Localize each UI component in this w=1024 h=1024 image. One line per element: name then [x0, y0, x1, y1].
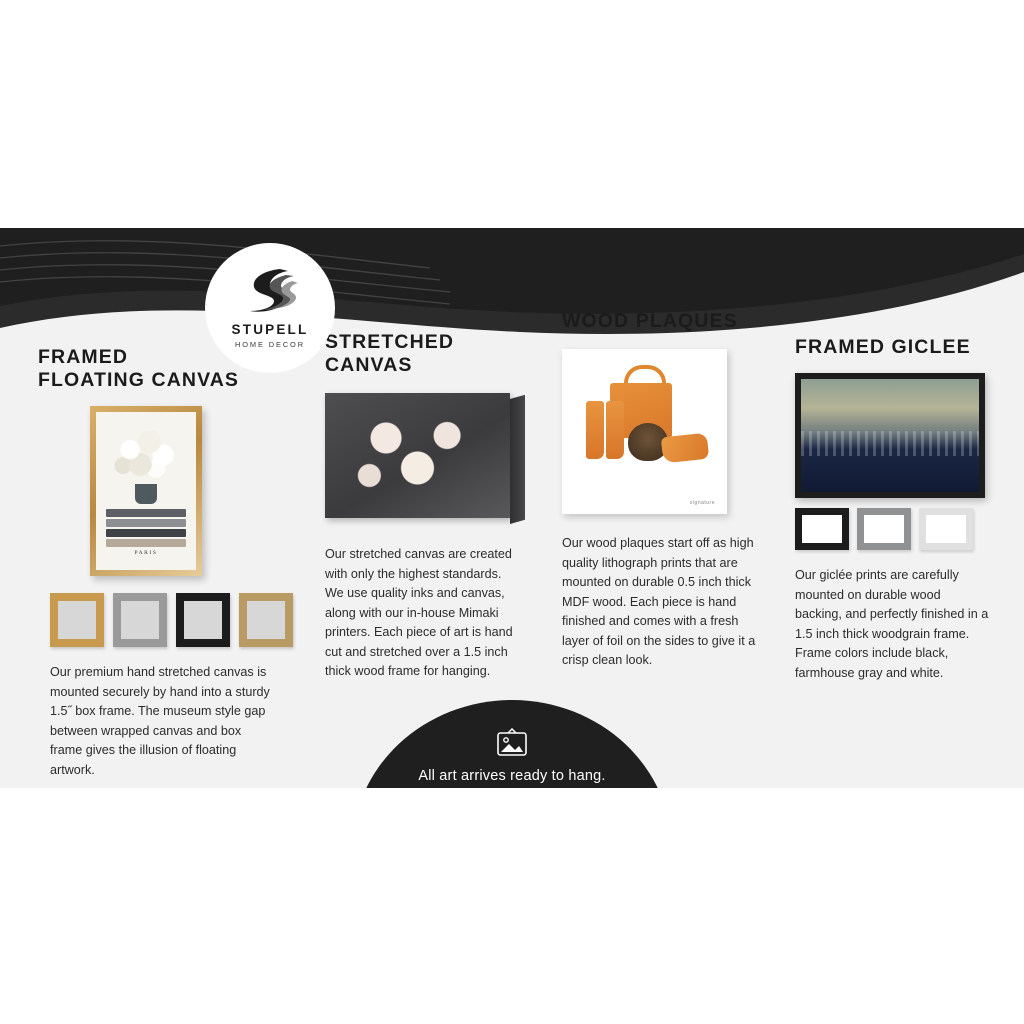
title-line-1: WOOD PLAQUES — [562, 310, 738, 332]
scarf-graphic — [661, 433, 709, 464]
wood-plaque-artwork — [562, 349, 727, 514]
column-body-framed-floating-canvas: Our premium hand stretched canvas is mounted securely by hand into a sturdy 1.5˝ box frame. The museum style gap between wrapped canvas and box frame gives the illusion of floating artwork. — [50, 665, 270, 777]
title-line-1: FRAMED — [38, 346, 129, 368]
artwork-caption: PARIS — [134, 550, 158, 556]
floral-canvas-image — [325, 393, 510, 518]
title-line-1: FRAMED GICLEE — [795, 336, 971, 358]
column-title-framed-giclee — [795, 336, 995, 359]
product-info-banner — [0, 228, 1024, 788]
frame-color-swatches-floating — [50, 593, 293, 647]
ready-to-hang-text: All art arrives ready to hang. — [418, 768, 606, 784]
vase-graphic — [135, 484, 157, 504]
title-line-2: FLOATING CANVAS — [38, 369, 240, 391]
book-1 — [106, 509, 186, 517]
boot-left-graphic — [586, 401, 604, 459]
brand-name: STUPELL — [231, 322, 309, 338]
column-body-framed-giclee: Our giclée prints are carefully mounted on durable wood backing, and perfectly finished in a 1.5 inch thick woodgrain frame. Frame colors include black, farmhouse gray and white. — [795, 568, 989, 680]
column-framed-giclee — [795, 228, 995, 683]
farmhouse-gray-giclee-frame-swatch — [857, 508, 911, 550]
frame-color-swatches-giclee — [795, 508, 995, 550]
brand-tagline: HOME DECOR — [235, 339, 305, 349]
brand-logo — [205, 243, 335, 373]
framed-floating-canvas-artwork — [38, 406, 293, 581]
column-stretched-canvas — [325, 228, 540, 682]
gold-frame-swatch — [50, 593, 104, 647]
gray-frame-swatch — [113, 593, 167, 647]
abstract-landscape-image — [801, 379, 979, 492]
stupell-swoosh-icon — [240, 267, 300, 321]
title-line-2: CANVAS — [325, 354, 413, 376]
title-line-1: STRETCHED — [325, 331, 455, 353]
column-body-wood-plaques: Our wood plaques start off as high quality lithograph prints that are mounted on durable 0.5 inch thick MDF wood. Each piece is hand finished and comes with a fresh layer of foil on the sides to give it a crisp clean look. — [562, 536, 756, 668]
floating-canvas-image — [96, 412, 196, 570]
book-3 — [106, 529, 186, 537]
white-giclee-frame-swatch — [919, 508, 973, 550]
column-title-stretched-canvas — [325, 331, 540, 377]
column-body-stretched-canvas: Our stretched canvas are created with only the highest standards. We use quality inks and canvas, along with our in-house Mimaki printers. Each piece of art is hand cut and stretched over a 1.5 inch thick wood frame for hanging. — [325, 547, 513, 679]
framed-giclee-artwork — [795, 373, 985, 498]
book-4 — [106, 539, 186, 547]
black-giclee-frame-swatch — [795, 508, 849, 550]
black-frame-swatch — [176, 593, 230, 647]
canvas-wrap-edge — [510, 395, 525, 524]
stacked-books-graphic — [106, 507, 186, 556]
artist-signature: signature — [689, 500, 715, 506]
stretched-canvas-artwork — [325, 393, 525, 523]
column-wood-plaques — [562, 228, 772, 671]
white-hydrangea-bouquet-graphic — [110, 426, 182, 492]
picture-frame-icon — [494, 728, 530, 758]
ready-to-hang-badge — [352, 700, 672, 788]
book-2 — [106, 519, 186, 527]
boot-right-graphic — [606, 401, 624, 459]
column-title-wood-plaques — [562, 310, 772, 333]
gold-box-frame — [90, 406, 202, 576]
natural-wood-frame-swatch — [239, 593, 293, 647]
